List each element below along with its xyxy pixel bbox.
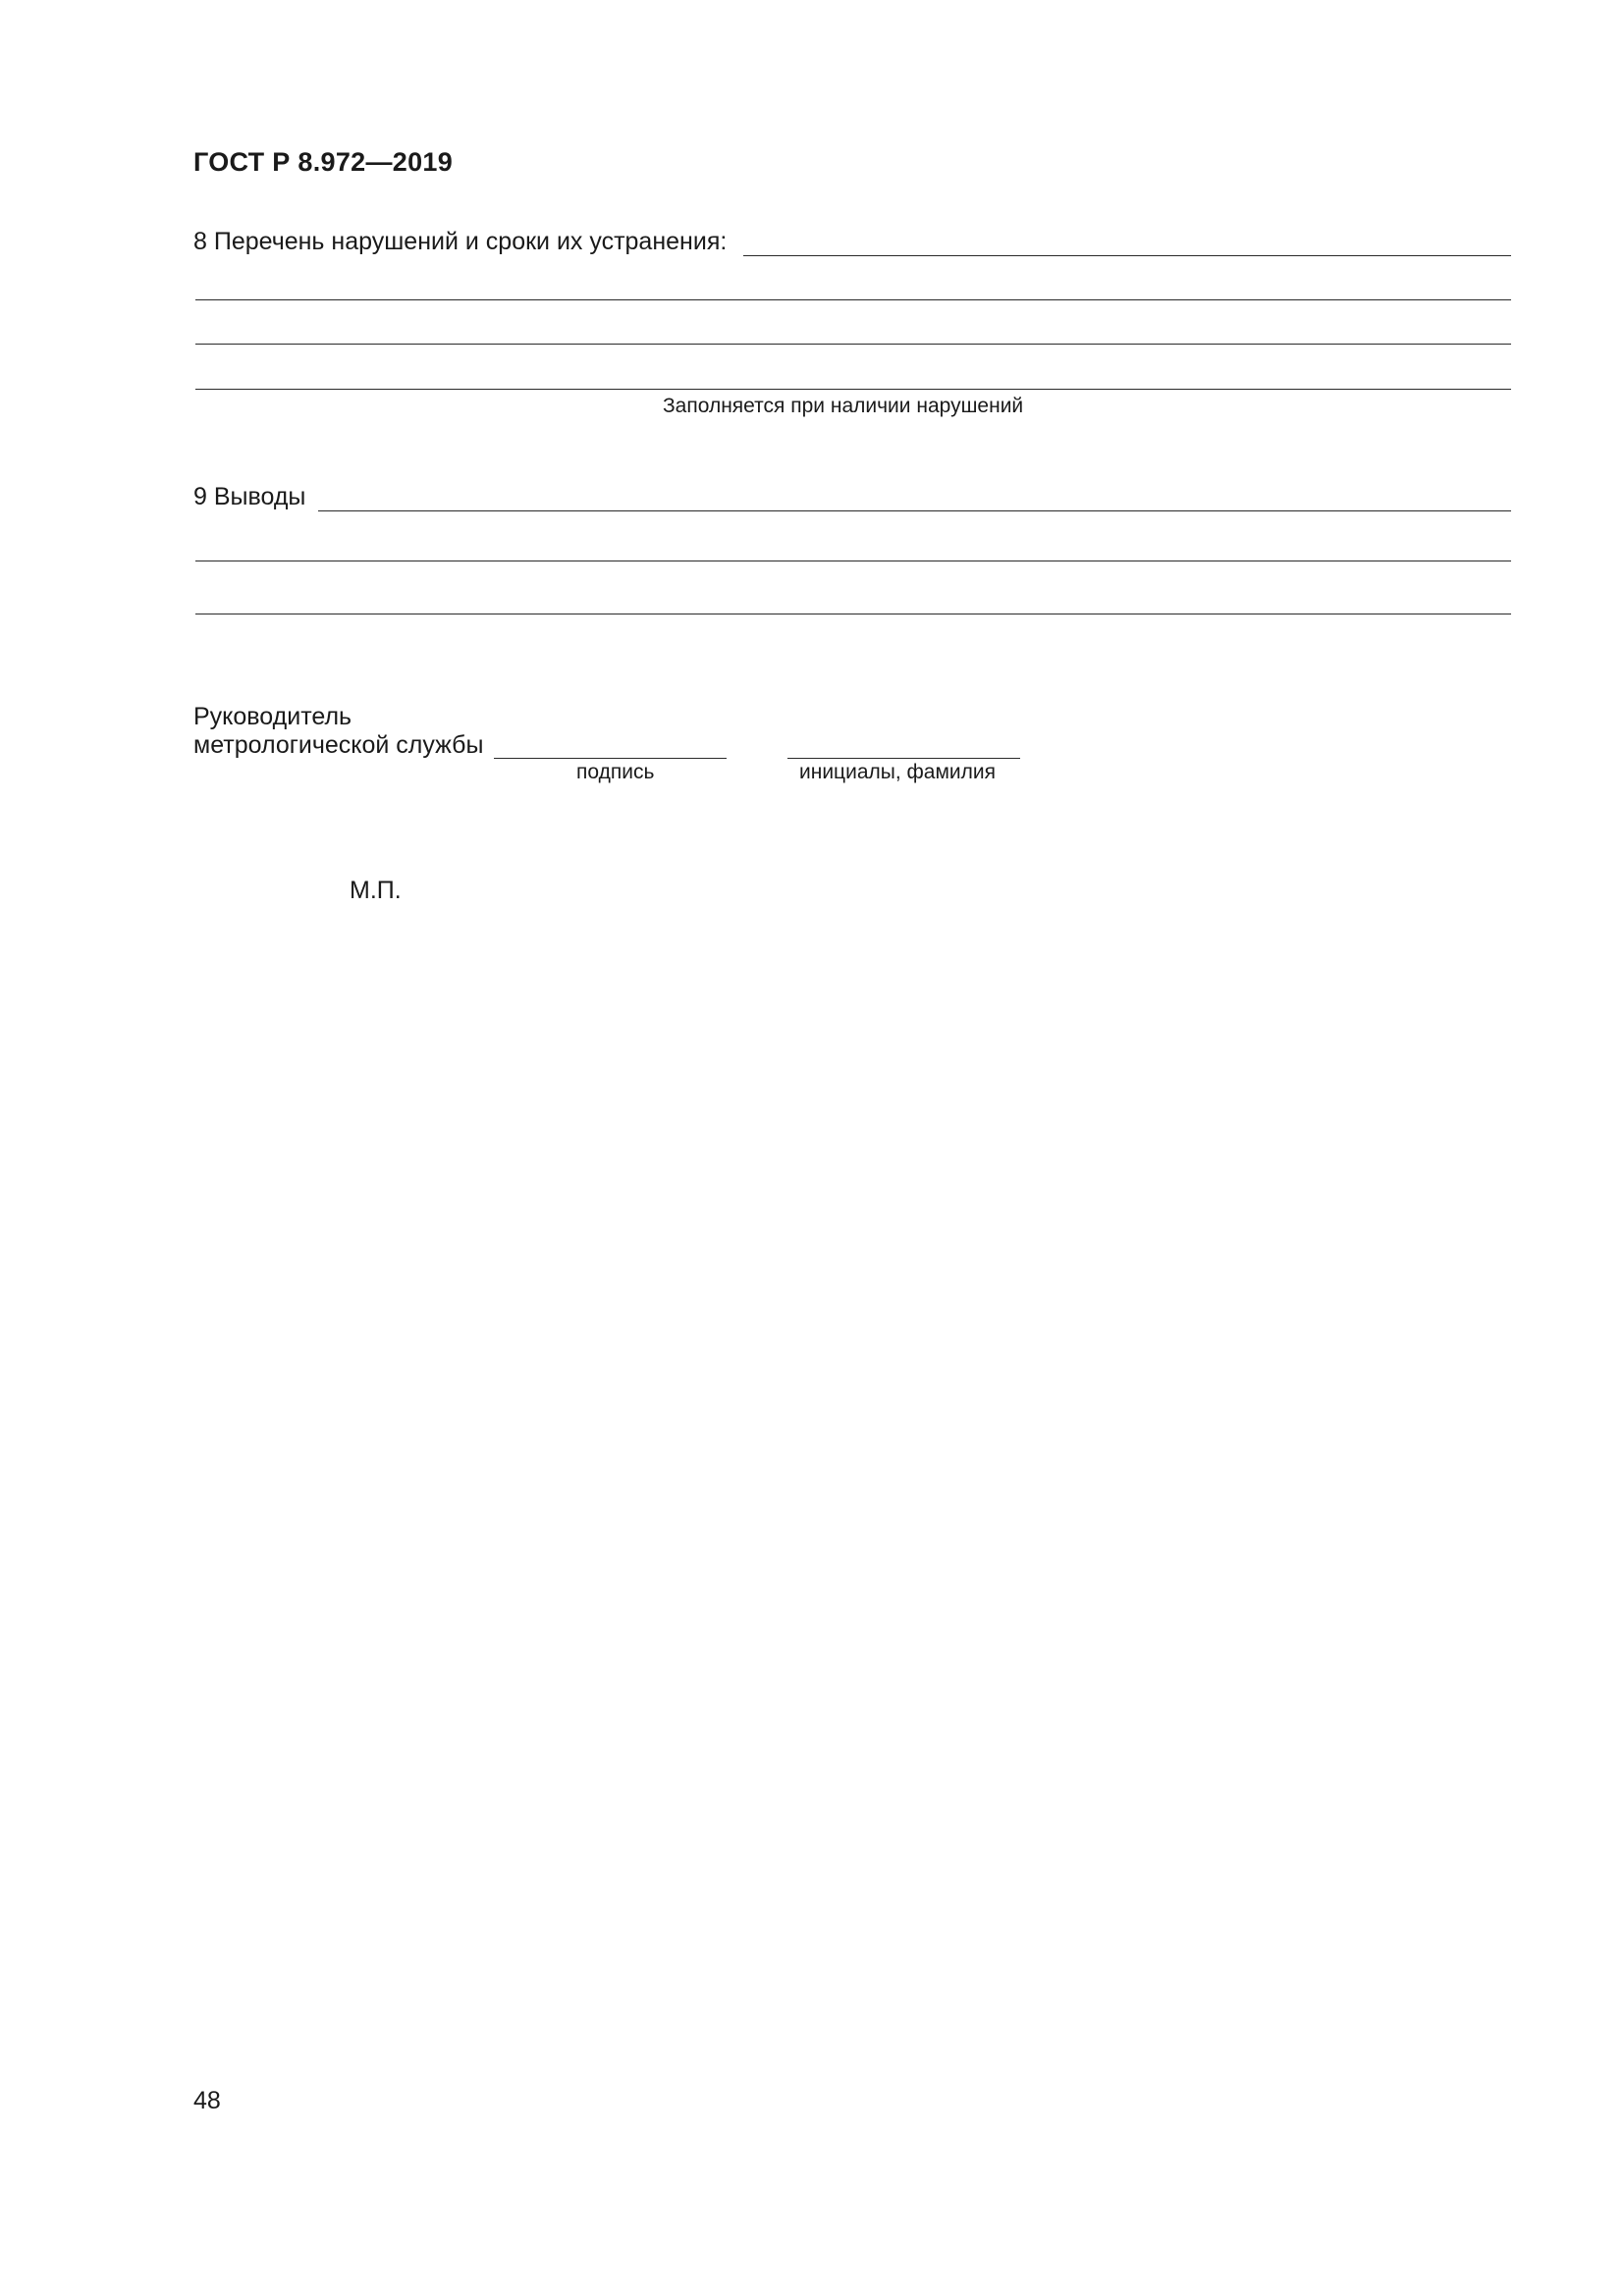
section-9-fill-line-1 [318, 510, 1511, 511]
section-8-fill-line-3 [195, 344, 1511, 345]
section-8-label: 8 Перечень нарушений и сроки их устранения: [193, 228, 728, 255]
signature-fill-line [494, 758, 727, 759]
signature-role-line-2: метрологической службы [193, 731, 484, 759]
name-fill-line [787, 758, 1020, 759]
section-8-hint: Заполняется при наличии нарушений [663, 395, 1024, 417]
document-header-title: ГОСТ Р 8.972—2019 [193, 147, 454, 177]
stamp-label: М.П. [350, 877, 402, 904]
section-8-fill-line-4 [195, 389, 1511, 390]
section-8-fill-line-1 [743, 255, 1511, 256]
section-9-label: 9 Выводы [193, 483, 306, 510]
signature-caption: подпись [576, 761, 655, 783]
page-number: 48 [193, 2087, 221, 2114]
section-8-fill-line-2 [195, 299, 1511, 300]
signature-role-line-1: Руководитель [193, 703, 352, 730]
name-caption: инициалы, фамилия [799, 761, 996, 783]
